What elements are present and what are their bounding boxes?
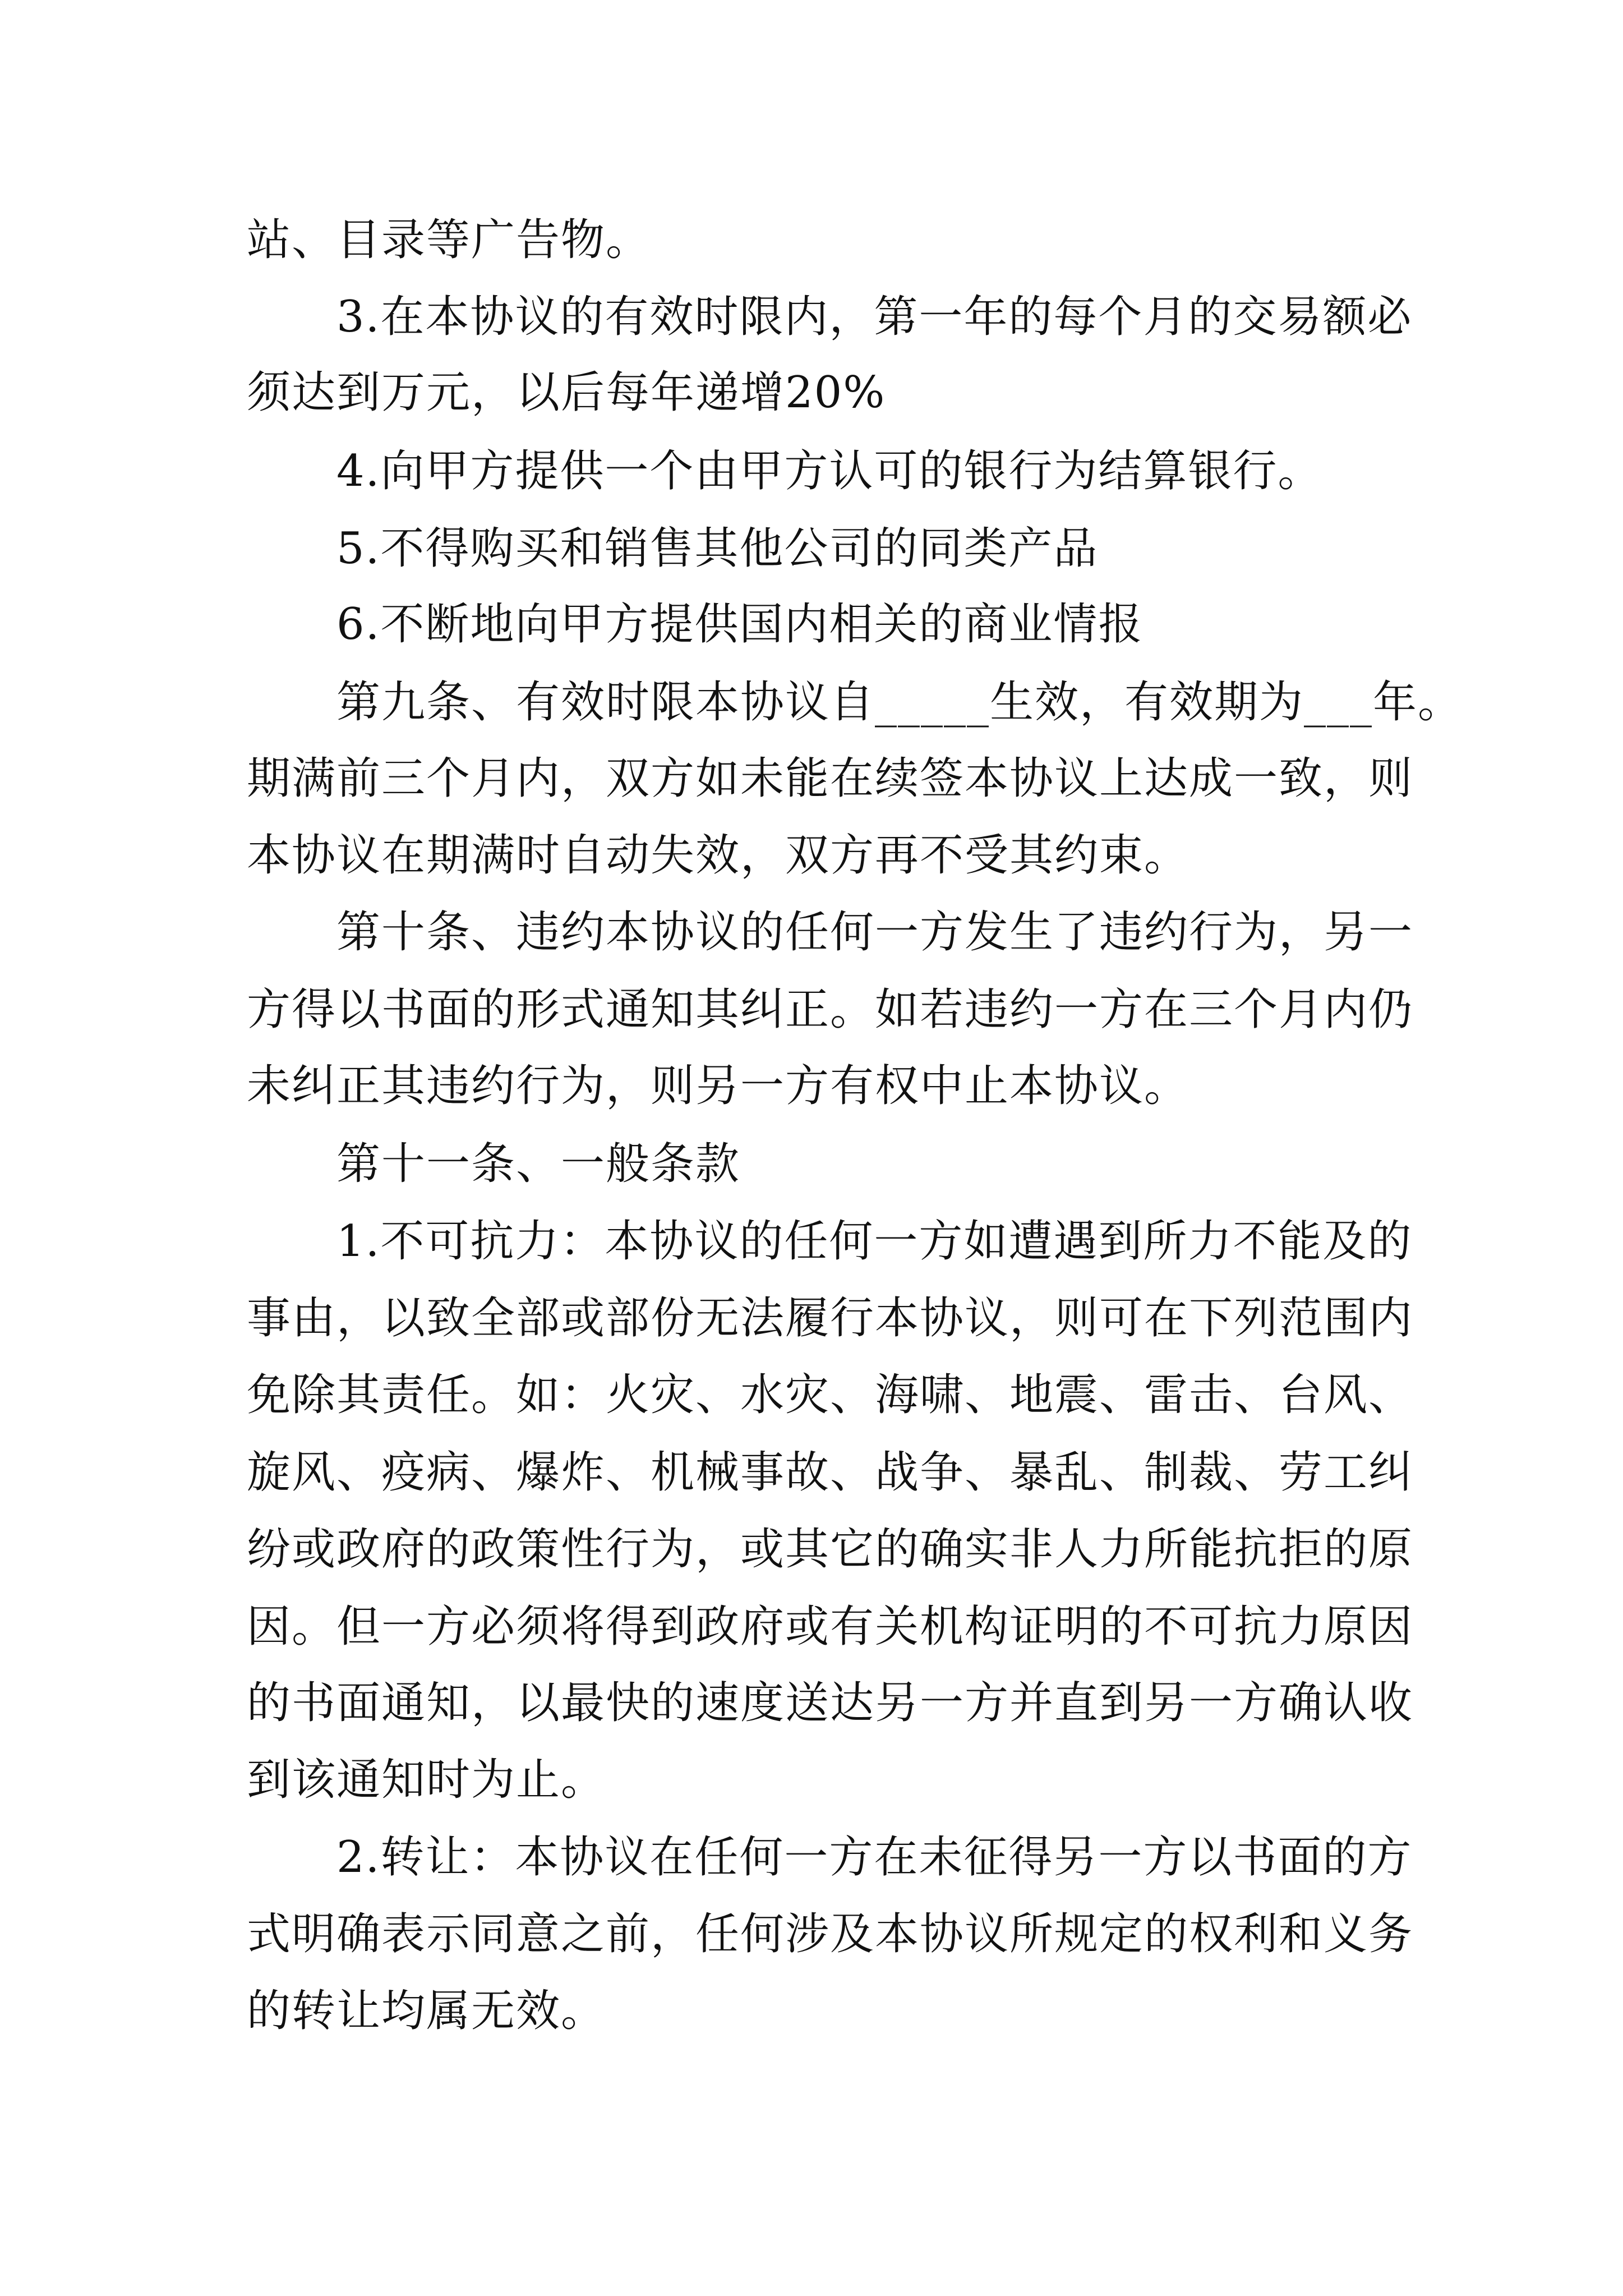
text-line: 3.在本协议的有效时限内，第一年的每个月的交易额必	[336, 292, 1413, 342]
text-line: 纷或政府的政策性行为，或其它的确实非人力所能抗拒的原	[247, 1524, 1414, 1575]
text-line: 站、目录等广告物。	[247, 215, 651, 265]
text-line: 4.向甲方提供一个由甲方认可的银行为结算银行。	[336, 446, 1323, 496]
text-line: 式明确表示同意之前，任何涉及本协议所规定的权利和义务	[247, 1909, 1414, 1959]
section-heading: 第十一条、一般条款	[336, 1139, 741, 1189]
text-line: 5.不得购买和销售其他公司的同类产品	[336, 523, 1099, 574]
text-line: 方得以书面的形式通知其纠正。如若违约一方在三个月内仍	[247, 984, 1414, 1035]
text-line: 到该通知时为止。	[247, 1755, 606, 1805]
text-line: 第九条、有效时限本协议自_____生效，有效期为___年。	[336, 677, 1463, 728]
text-line: 未纠正其违约行为，则另一方有权中止本协议。	[247, 1061, 1189, 1111]
text-line: 的转让均属无效。	[247, 1986, 606, 2036]
text-line: 的书面通知，以最快的速度送达另一方并直到另一方确认收	[247, 1678, 1414, 1728]
text-line: 本协议在期满时自动失效，双方再不受其约束。	[247, 830, 1189, 881]
text-line: 2.转让：本协议在任何一方在未征得另一方以书面的方	[336, 1832, 1413, 1883]
text-line: 事由，以致全部或部份无法履行本协议，则可在下列范围内	[247, 1293, 1414, 1343]
text-line: 期满前三个月内，双方如未能在续签本协议上达成一致，则	[247, 753, 1414, 804]
text-line: 1.不可抗力：本协议的任何一方如遭遇到所力不能及的	[336, 1216, 1413, 1267]
text-line: 旋风、疫病、爆炸、机械事故、战争、暴乱、制裁、劳工纠	[247, 1447, 1414, 1498]
text-line: 因。但一方必须将得到政府或有关机构证明的不可抗力原因	[247, 1602, 1414, 1652]
text-line: 第十条、违约本协议的任何一方发生了违约行为，另一	[336, 907, 1414, 958]
text-line: 须达到万元，以后每年递增20%	[247, 367, 886, 418]
text-line: 免除其责任。如：火灾、水灾、海啸、地震、雷击、台风、	[247, 1370, 1414, 1420]
text-line: 6.不断地向甲方提供国内相关的商业情报	[336, 599, 1144, 650]
